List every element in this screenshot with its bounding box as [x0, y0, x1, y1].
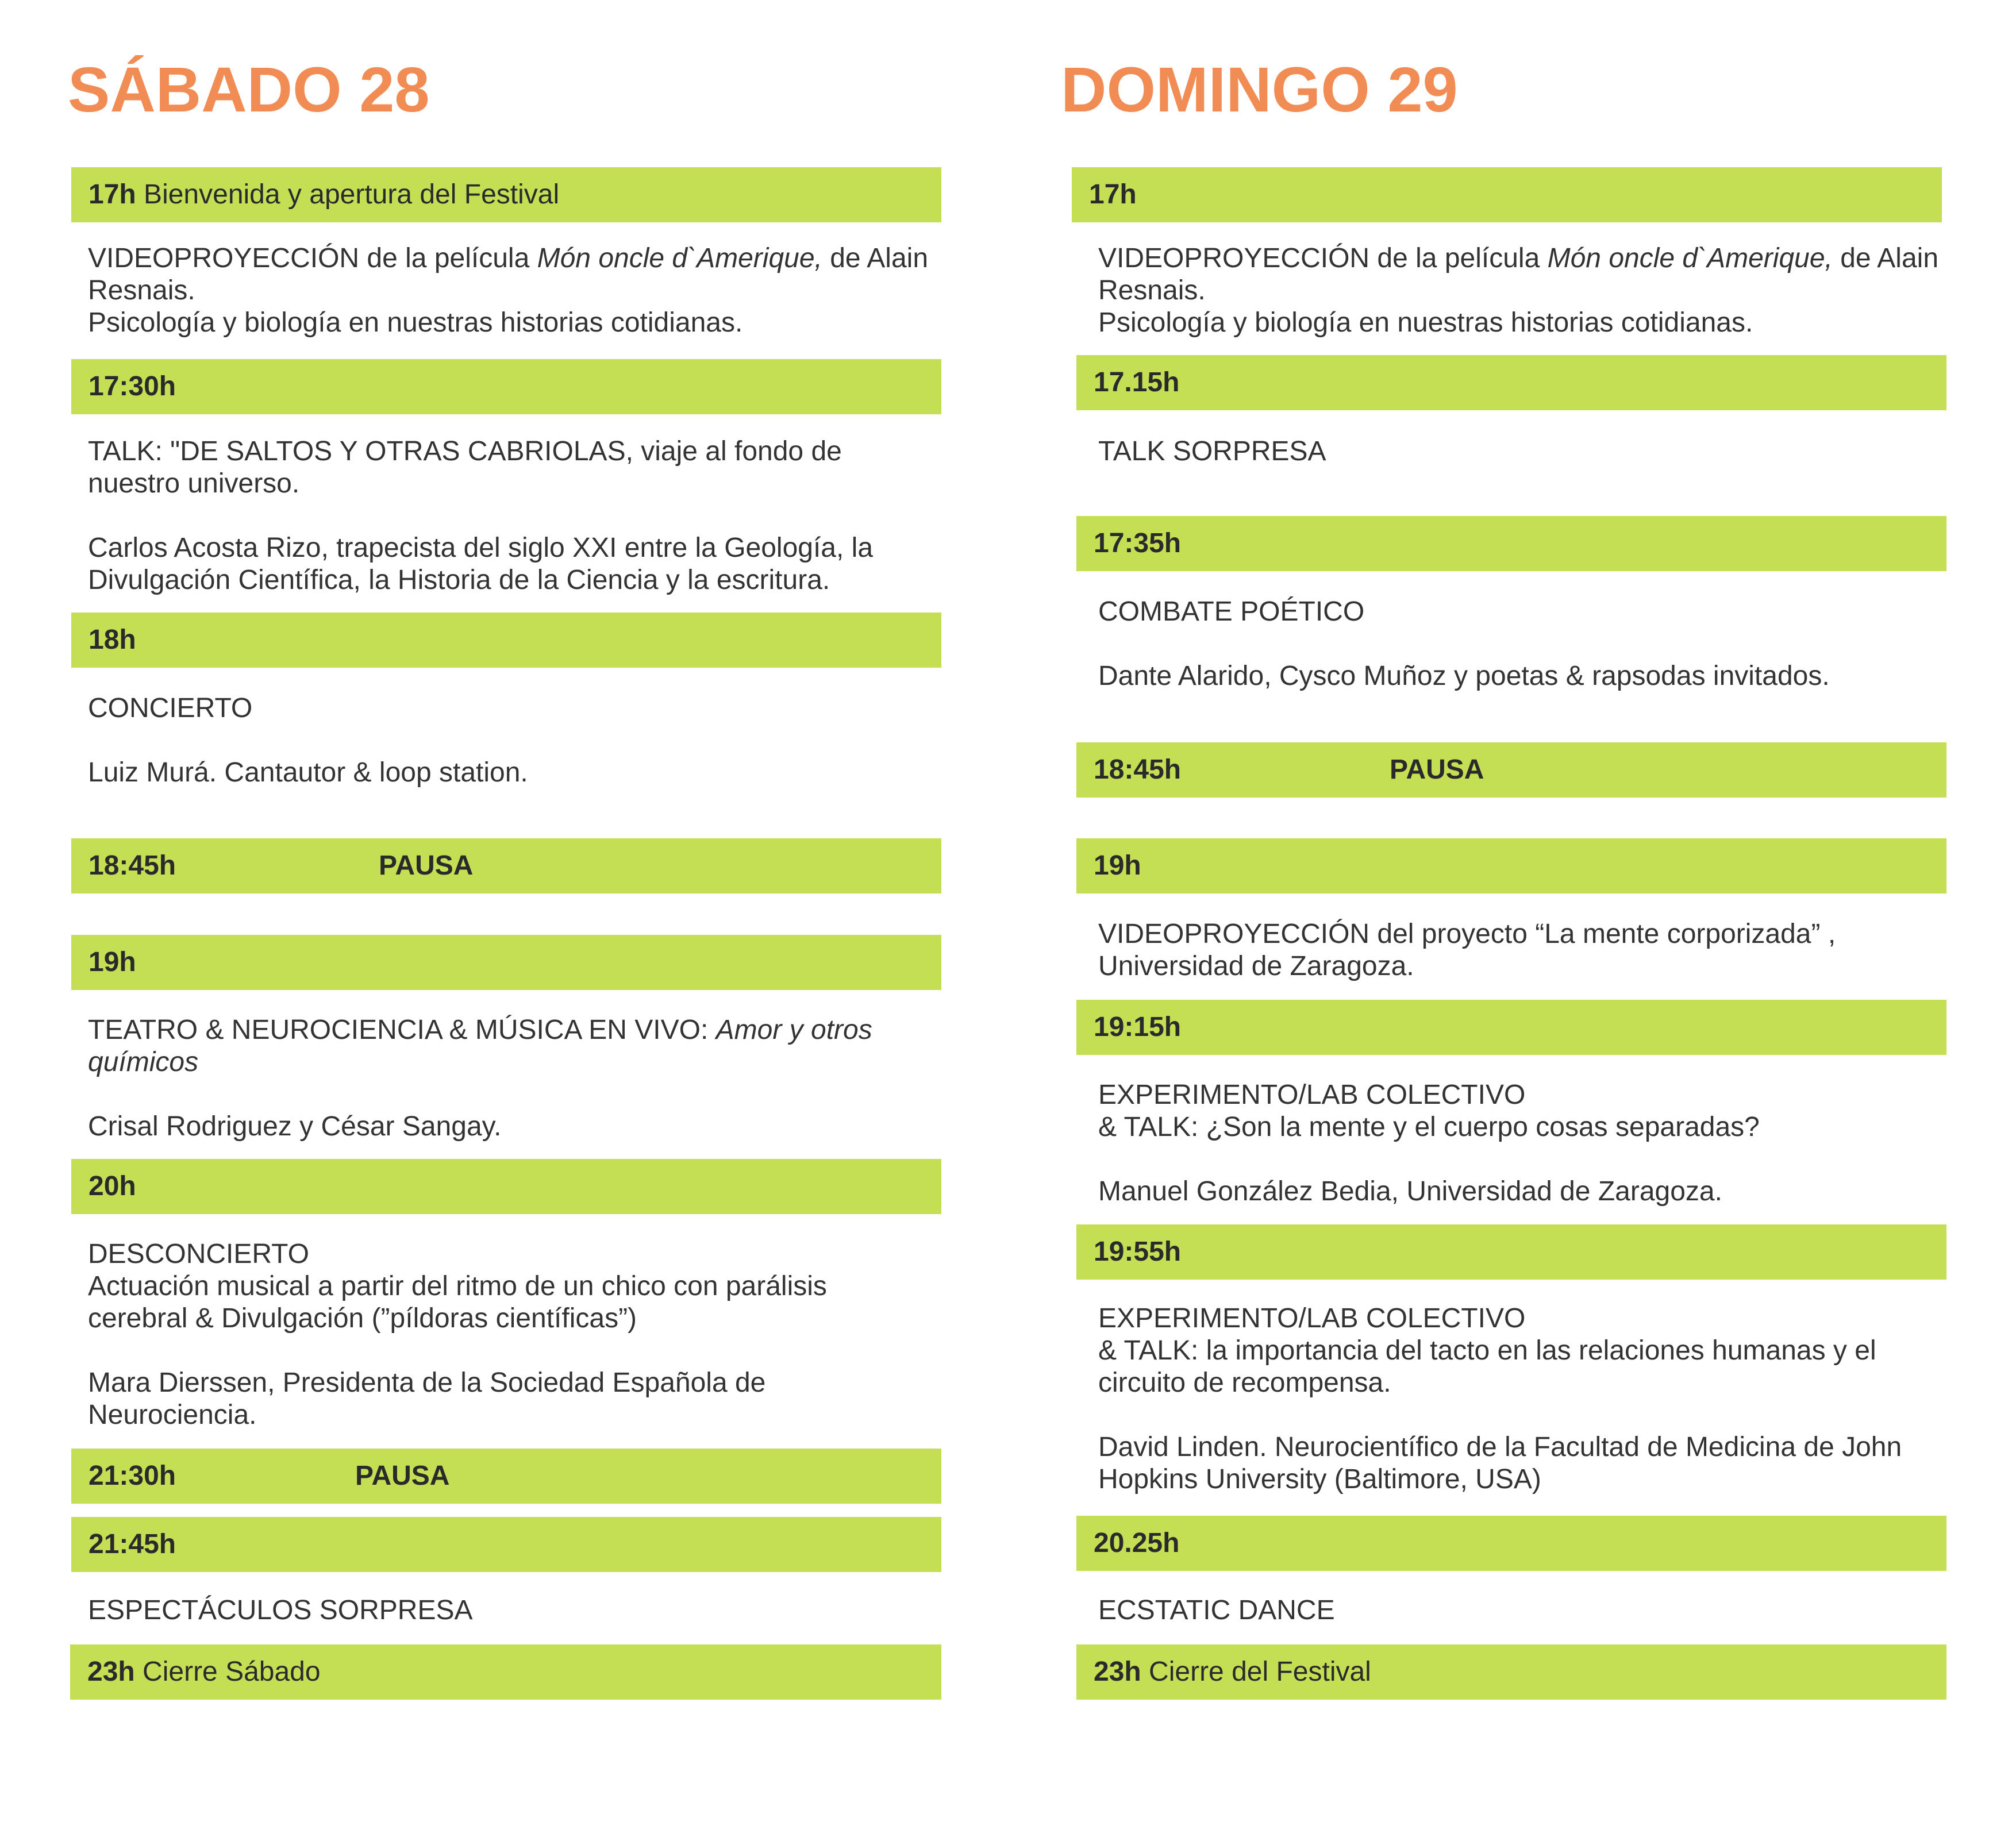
sun-time-bar-1845 — [1076, 742, 1946, 798]
sun-time-bar-1715 — [1076, 355, 1946, 410]
concierto-artist: Luiz Murá. Cantautor & loop station. — [88, 757, 528, 788]
teatro-cast: Crisal Rodriguez y César Sangay. — [88, 1111, 502, 1142]
talk-speaker: Carlos Acosta Rizo, trapecista del siglo XXI entre la Geología, la Divulgación Científica, la Historia de la Ciencia y la escritura. — [88, 533, 874, 595]
event-label: Cierre Sábado — [134, 1657, 321, 1687]
time-label: 19:55h — [1094, 1237, 1182, 1267]
film-title: Món oncle d`Amerique, — [537, 243, 822, 274]
time-label: 19:15h — [1094, 1012, 1182, 1042]
sun-time-bar-1955 — [1076, 1224, 1946, 1280]
sun-exp2-block — [1098, 1303, 1943, 1496]
time-label: 17h — [89, 179, 136, 210]
desconcierto-speaker: Mara Dierssen, Presidenta de la Sociedad Española de Neurociencia. — [88, 1368, 766, 1430]
sun-combate-block — [1098, 596, 1943, 692]
talk-title: TALK SORPRESA — [1098, 436, 1326, 467]
time-label: 17:35h — [1094, 528, 1182, 558]
time-label: 21:30h — [89, 1461, 176, 1491]
sun-exp1-block — [1098, 1079, 1943, 1208]
time-label: 18:45h — [1094, 754, 1182, 785]
sun-video-block — [1098, 242, 1983, 339]
ecstatic-title: ECSTATIC DANCE — [1098, 1595, 1335, 1626]
exp2-title: EXPERIMENTO/LAB COLECTIVO — [1098, 1303, 1526, 1334]
exp2-speaker: David Linden. Neurocientífico de la Facultad de Medicina de John Hopkins University (Baltimore, USA) — [1098, 1432, 1902, 1495]
time-label: 21:45h — [89, 1529, 176, 1559]
exp1-talk: & TALK: ¿Son la mente y el cuerpo cosas separadas? — [1098, 1112, 1760, 1142]
play-title: Amor y otros químicos — [88, 1015, 872, 1077]
sat-video-block — [88, 242, 933, 339]
time-label: 23h — [1094, 1657, 1141, 1687]
time-label: 19h — [89, 947, 136, 977]
combate-title: COMBATE POÉTICO — [1098, 596, 1365, 627]
pausa-label: PAUSA — [1390, 754, 1484, 785]
saturday-title: SÁBADO 28 — [68, 55, 430, 125]
sat-time-bar-17h — [71, 167, 941, 222]
sun-talk-block — [1098, 436, 1943, 468]
exp2-talk: & TALK: la importancia del tacto en las relaciones humanas y el circuito de recompensa. — [1098, 1335, 1876, 1398]
time-label: 17h — [1089, 179, 1137, 210]
time-label: 19h — [1094, 850, 1141, 881]
sat-desconcierto-block — [88, 1238, 933, 1431]
sat-time-bar-23h — [70, 1644, 941, 1700]
sun-time-bar-2025 — [1076, 1516, 1946, 1571]
combate-artists: Dante Alarido, Cysco Muñoz y poetas & rapsodas invitados. — [1098, 661, 1830, 691]
sat-time-bar-18h — [71, 613, 941, 668]
event-label: Bienvenida y apertura del Festival — [136, 179, 560, 210]
sun-time-bar-17h — [1072, 167, 1942, 222]
desconcierto-title: DESCONCIERTO — [88, 1239, 309, 1269]
sat-teatro-block — [88, 1014, 933, 1143]
talk-title: TALK: "DE SALTOS Y OTRAS CABRIOLAS, viaje al fondo de nuestro universo. — [88, 436, 842, 499]
time-label: 17:30h — [89, 371, 176, 402]
time-label: 18h — [89, 625, 136, 655]
video-line: VIDEOPROYECCIÓN de la película Món oncle d`Amerique, de Alain Resnais. — [1098, 243, 1939, 306]
sun-mente-block — [1098, 918, 1914, 983]
pausa-label: PAUSA — [355, 1461, 450, 1491]
exp1-title: EXPERIMENTO/LAB COLECTIVO — [1098, 1080, 1526, 1110]
video-subtitle: Psicología y biología en nuestras historias cotidianas. — [1098, 307, 1753, 338]
sunday-title: DOMINGO 29 — [1061, 55, 1458, 125]
mente-title: VIDEOPROYECCIÓN del proyecto “La mente corporizada” , Universidad de Zaragoza. — [1098, 919, 1836, 981]
sat-time-bar-20h — [71, 1159, 941, 1214]
event-label: Cierre del Festival — [1141, 1657, 1371, 1687]
sat-talk-block — [88, 436, 933, 596]
sun-time-bar-1735 — [1076, 516, 1946, 571]
film-title: Món oncle d`Amerique, — [1547, 243, 1833, 274]
sun-time-bar-1915 — [1076, 1000, 1946, 1055]
desconcierto-desc: Actuación musical a partir del ritmo de un chico con parálisis cerebral & Divulgación (”píldoras científicas”) — [88, 1271, 827, 1334]
sat-espectaculos-block — [88, 1594, 933, 1627]
exp1-speaker: Manuel González Bedia, Universidad de Zaragoza. — [1098, 1176, 1722, 1207]
sun-time-bar-23h — [1076, 1644, 1946, 1700]
time-label: 20h — [89, 1171, 136, 1201]
sat-time-bar-2130 — [71, 1449, 941, 1504]
sat-concierto-block — [88, 692, 933, 789]
sat-time-bar-2145 — [71, 1517, 941, 1572]
concierto-title: CONCIERTO — [88, 693, 253, 723]
video-subtitle: Psicología y biología en nuestras historias cotidianas. — [88, 307, 743, 338]
sat-time-bar-1845 — [71, 838, 941, 893]
time-label: 23h — [87, 1657, 135, 1687]
time-label: 20.25h — [1094, 1528, 1180, 1558]
sat-time-bar-1730 — [71, 359, 941, 414]
time-label: 17.15h — [1094, 367, 1180, 398]
sun-time-bar-19h — [1076, 838, 1946, 893]
sun-ecstatic-block — [1098, 1594, 1943, 1627]
espectaculos-title: ESPECTÁCULOS SORPRESA — [88, 1595, 473, 1626]
time-label: 18:45h — [89, 850, 176, 881]
video-line: VIDEOPROYECCIÓN de la película Món oncle d`Amerique, de Alain Resnais. — [88, 243, 929, 306]
teatro-title: TEATRO & NEUROCIENCIA & MÚSICA EN VIVO: Amor y otros químicos — [88, 1015, 872, 1077]
pausa-label: PAUSA — [379, 850, 474, 881]
sat-time-bar-19h — [71, 935, 941, 990]
